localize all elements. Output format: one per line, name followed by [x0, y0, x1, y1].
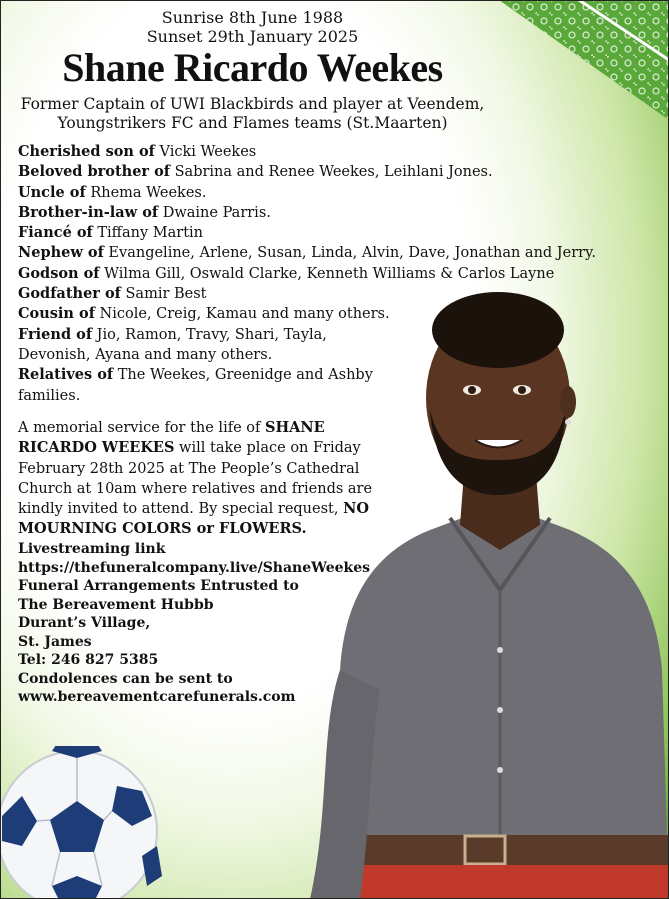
family-line: [18, 142, 618, 162]
family-text: Dwaine Parris.: [158, 204, 271, 221]
family-label: Godfather of: [18, 285, 121, 303]
notice-request: NO MOURNING COLORS or FLOWERS.: [18, 500, 369, 538]
family-label: Relatives of: [18, 366, 114, 384]
family-line: [18, 243, 618, 263]
livestream-link[interactable]: https://thefuneralcompany.live/ShaneWeekes: [18, 559, 371, 576]
family-text: Jio, Ramon, Travy, Shari, Tayla, Devonish, Ayana and many others.: [18, 326, 327, 363]
family-label: Friend of: [18, 325, 93, 343]
telephone: Tel: 246 827 5385: [18, 652, 159, 668]
family-text: Sabrina and Renee Weekes, Leihlani Jones.: [170, 164, 493, 181]
family-label: Brother-in-law of: [18, 203, 159, 221]
family-label: Godson of: [18, 264, 100, 282]
family-text: Vicki Weekes: [154, 144, 257, 160]
family-line: [18, 284, 618, 304]
family-line: [18, 365, 378, 406]
family-label: Cousin of: [18, 305, 95, 323]
arrangements-line-1: Funeral Arrangements Entrusted to: [18, 578, 299, 594]
family-text: Wilma Gill, Oswald Clarke, Kenneth Williams & Carlos Layne: [99, 265, 555, 282]
family-list: [18, 142, 618, 406]
family-text: The Weekes, Greenidge and Ashby families.: [18, 367, 373, 404]
soccer-ball-icon: [0, 746, 162, 899]
sunset-date: Sunset 29th January 2025: [146, 27, 359, 46]
family-line: [18, 325, 398, 366]
website-link[interactable]: www.bereavementcarefunerals.com: [18, 689, 296, 705]
family-text: Samir Best: [120, 286, 207, 303]
arrangements-line-2: The Bereavement Hubbb: [18, 596, 214, 613]
family-text: Tiffany Martin: [92, 225, 203, 242]
family-label: Cherished son of: [18, 143, 155, 160]
notice-text: A memorial service for the life of: [18, 420, 265, 436]
family-line: [18, 304, 618, 324]
memorial-notice: [18, 418, 408, 540]
subtitle-line-2: Youngstrikers FC and Flames teams (St.Maarten): [57, 114, 448, 132]
family-text: Evangeline, Arlene, Susan, Linda, Alvin, Dave, Jonathan and Jerry.: [103, 245, 596, 262]
family-text: Nicole, Creig, Kamau and many others.: [94, 306, 390, 323]
family-line: [18, 162, 618, 182]
notice-name: SHANE RICARDO WEEKES: [18, 419, 325, 457]
family-line: [18, 203, 618, 223]
deceased-name: Shane Ricardo Weekes: [62, 45, 443, 90]
family-line: [18, 183, 618, 203]
family-label: Nephew of: [18, 244, 104, 262]
livestream-label: Livestreaming link: [18, 541, 166, 557]
family-label: Beloved brother of: [18, 163, 171, 181]
family-label: Uncle of: [18, 183, 86, 201]
subtitle-line-1: Former Captain of UWI Blackbirds and player at Veendem,: [20, 95, 485, 113]
notice-text: will take place on Friday February 28th 2025 at The People’s Cathedral Church at 10am where relatives and friends are kindly invited to attend. By special request,: [18, 440, 373, 518]
address-line-1: Durant’s Village,: [18, 615, 151, 631]
condolences-label: Condolences can be sent to: [18, 670, 233, 687]
family-line: [18, 264, 618, 284]
address-line-2: St. James: [18, 633, 92, 650]
family-label: Fiancé of: [18, 224, 93, 242]
sunrise-date: Sunrise 8th June 1988: [161, 8, 344, 27]
family-text: Rhema Weekes.: [85, 184, 207, 201]
family-line: [18, 223, 618, 243]
funeral-details: [18, 540, 378, 707]
subtitle: [0, 95, 505, 133]
header: [0, 8, 505, 133]
